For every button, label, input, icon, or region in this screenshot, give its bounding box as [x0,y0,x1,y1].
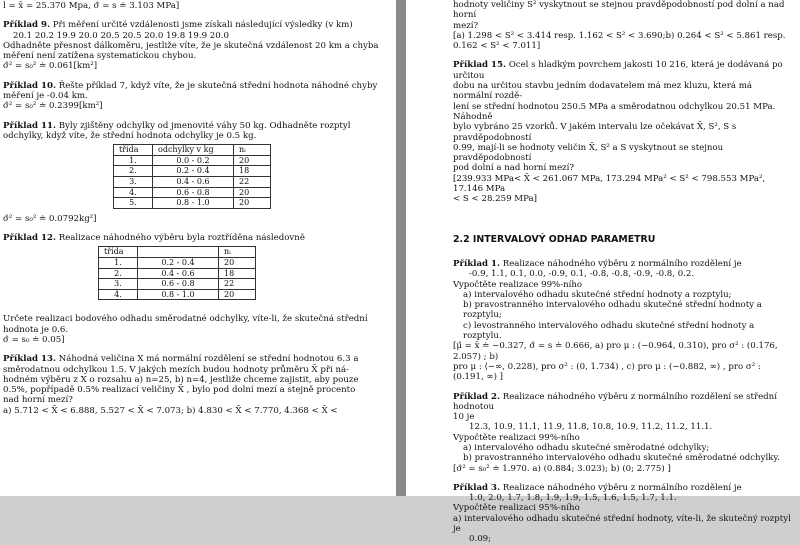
table-header: třída [114,145,153,156]
table-row [99,268,256,279]
exercise-15-line: lení se střední hodnotou 250.5 MPa a směrodatnou odchylkou 20.51 MPa. Náhodně [453,101,776,122]
problem-2-item: b) pravostranného intervalového odhadu skutečné směrodatné odchylky. [463,453,780,464]
table-cell: 20 [234,187,271,198]
exercise-10-text2: měření je -0.04 km. [3,91,88,102]
exercise-11-text2: odchylky, když víte, že střední hodnota odchylky je 0.5 kg. [3,130,257,141]
exercise-12-table [98,246,256,300]
table-row [114,177,271,188]
exercise-text: Realizace náhodného výběru z normálního rozdělení je [500,482,742,493]
problem-1-heading [453,259,792,269]
exercise-10-answer: σ̂² = s₀² ≐ 0.2399[km²] [3,101,103,112]
page-right [406,0,800,545]
exercise-text: Při měření určité vzdálenosti jsme získali následující výsledky (v km) [50,20,353,31]
problem-2-text2: 10 je [453,412,475,423]
table-header-row [99,247,256,258]
table-cell: 0.2 - 0.4 [153,166,234,177]
table-cell: 0.4 - 0.6 [138,268,219,279]
problem-3-lead: Vypočtěte realizaci 95%-níhо [453,503,580,514]
section-title: 2.2 INTERVALOVÝ ODHAD PARAMETRU [453,233,656,245]
exercise-15-line: 0.99, mají-li se hodnoty veličin X̄, S² a S vyskytnout se stejnou pravděpodobností [453,142,724,164]
table-cell: 0.6 - 0.8 [138,279,219,290]
exercise-text: Ocel s hladkým povrchem jakosti 10 216, která je dodávaná po určitou [453,60,783,81]
page-gutter [396,0,406,496]
table-cell: 0.8 - 1.0 [153,198,234,209]
exercise-11-table [113,144,271,209]
table-cell: 4. [99,289,138,300]
exercise-15-answer: < S < 28.259 MPa] [453,194,537,205]
problem-3-item: a) intervalového odhadu skutečné střední hodnoty, víte-li, že skutečný rozptyl je [453,513,791,535]
exercise-title: Příklad 13. [3,354,56,365]
table-header: odchylky v kg [153,145,234,156]
exercise-15-line: pod dolní a nad horní mezí? [453,163,575,174]
exercise-text: Byly zjištěny odchylky od jmenovité váhy 50 kg. Odhadněte rozptyl [56,120,351,131]
table-cell: 3. [99,279,138,290]
table-cell: 0.2 - 0.4 [138,258,219,269]
problem-3-item2: 0.09; [469,534,492,545]
table-cell: 2. [114,166,153,177]
table-cell: 2. [99,268,138,279]
problem-1-item: c) levostranného intervalového odhadu skutečné střední hodnoty a rozptylu. [463,320,755,342]
exercise-15-answer: [239.933 MPa< X̄ < 261.067 MPa, 173.294 MPa² < S² < 798.553 MPa², 17.146 MPa [453,173,766,195]
table-row [99,289,256,300]
table-row [114,155,271,166]
exercise-12-text2: Určete realizaci bodového odhadu směrodatné odchylky, víte-li, že skutečná střední [3,314,368,325]
continued-text: mezí? [453,20,479,31]
table-cell: 3. [114,177,153,188]
table-cell: 20 [219,289,256,300]
exercise-title: Příklad 15. [453,60,506,71]
exercise-text: Realizace náhodného výběru byla roztříděna následovně [56,233,305,244]
page-right-content [406,0,800,545]
page-left [0,0,396,496]
problem-1-data: -0.9, 1.1, 0.1, 0.0, -0.9, 0.1, -0.8, -0.8, -0.9, -0.8, 0.2. [469,269,695,280]
problem-3-heading [453,483,792,493]
problem-3-data: 1.0, 2.0, 1.7, 1.8, 1.9, 1.9, 1.5, 1.6, 1.5, 1.7, 1.1. [469,493,677,504]
exercise-12-text3: hodnota je 0.6. [3,324,69,335]
exercise-13-text5: nad horní mezí? [3,395,73,406]
table-cell: 1. [114,155,153,166]
exercise-15-line: dobu na určitou stavbu jedním dodavatelem má mez kluzu, která má normální rozdě- [453,81,752,102]
continued-text: hodnoty veličiny S² vyskytnout se stejnou pravděpodobností pod dolní a nad horní [453,0,785,21]
table-header: třída [99,247,138,258]
table-cell: 20 [234,198,271,209]
table-cell: 0.8 - 1.0 [138,289,219,300]
table-cell: 20 [234,155,271,166]
exercise-12-answer: σ̂ = s₀ ≐ 0.05] [3,334,65,345]
problem-2-heading [453,392,792,413]
exercise-15-line: bylo vybráno 25 vzorků. V jakém intervalu lze očekávat X̄, S², S s pravděpodobností [453,122,737,143]
exercise-title: Příklad 11. [3,120,56,131]
problem-1-answer: pro μ : ⟨−∞, 0.228), pro σ² : (0, 1.734) , c) pro μ : (−0.882, ∞) , pro σ² : (0.191, ∞) ] [453,361,761,383]
exercise-11-answer: σ̂² = s₀² ≐ 0.0792kg²] [3,213,97,224]
problem-2-answer: [σ̂² = s₀² ≐ 1.970. a) (0.884; 3.023); b) (0; 2.775) ] [453,463,671,474]
problem-1-lead: Vypočtěte realizace 99%-níhо [453,279,583,290]
exercise-9-text2: Odhadněte přesnost dálkoměru, jestliže víte, že je skutečná vzdálenost 20 km a chyba [3,40,379,51]
table-row [114,166,271,177]
table-row [99,279,256,290]
exercise-11-heading [3,121,392,131]
exercise-title: Příklad 12. [3,233,56,244]
exercise-9-answer: σ̂² = s₀² ≐ 0.061[km²] [3,61,98,72]
exercise-13-heading [3,354,392,364]
table-cell: 1. [99,258,138,269]
exercise-title: Příklad 2. [453,391,501,402]
table-cell: 0.4 - 0.6 [153,177,234,188]
exercise-10-heading [3,81,392,91]
exercise-9-data: 20.1 20.2 19.9 20.0 20.5 20.5 20.0 19.8 19.9 20.0 [13,30,229,41]
problem-2-item: a) intervalového odhadu skutečné směrodatné odchylky; [463,442,710,453]
table-cell: 0.0 - 0.2 [153,155,234,166]
exercise-text: Realizace náhodného výběru z normálního rozdělení je [500,258,742,269]
table-row [99,258,256,269]
table-cell: 20 [219,258,256,269]
table-cell: 0.6 - 0.8 [153,187,234,198]
table-cell: 22 [234,177,271,188]
exercise-title: Příklad 1. [453,258,501,269]
table-row [114,187,271,198]
exercise-text: Řešte příklad 7, když víte, že je skutečná střední hodnota náhodné chyby [56,80,378,91]
problem-2-lead: Vypočtěte realizaci 99%-níhо [453,432,580,443]
exercise-title: Příklad 9. [3,20,51,31]
table-cell: 4. [114,187,153,198]
continued-answer: [a) 1.298 < S² < 3.414 resp. 1.162 < S² < 3.690;b) 0.264 < S² < 5.861 resp. [453,30,786,41]
exercise-text: Realizace náhodného výběru z normálního rozdělení se střední hodnotou [453,391,777,412]
exercise-15-heading [453,60,792,81]
table-header: nᵢ [219,247,256,258]
problem-1-item: b) pravostranného intervalového odhadu skutečné střední hodnoty a rozptylu; [463,300,762,321]
table-header: nᵢ [234,145,271,156]
exercise-9-text3: měření není zatížena systematickou chybou. [3,51,197,62]
exercise-text: Náhodná veličina X má normální rozdělení se střední hodnotou 6.3 a [56,354,359,365]
exercise-13-answer: a) 5.712 < X̄ < 6.888, 5.527 < X̄ < 7.073; b) 4.830 < X̄ < 7.770, 4.368 < X̄ < [3,405,338,416]
table-header [138,247,219,258]
exercise-13-text2: směrodatnou odchylkou 1.5. V jakých mezích budou hodnoty průměru X̄ při ná- [3,364,350,375]
table-cell: 18 [234,166,271,177]
continued-answer: 0.162 < S² < 7.011] [453,41,541,52]
table-header-row [114,145,271,156]
problem-2-data: 12.3, 10.9, 11.1, 11.9, 11.8, 10.8, 10.9, 11.2, 11.2, 11.1. [469,422,713,433]
exercise-13-text4: 0.5%, popřípadě 0.5% realizací veličiny X̄ , bylo pod dolní mezí a stejně procento [3,385,356,396]
table-row [114,198,271,209]
exercise-12-heading [3,233,392,243]
problem-1-answer: [μ̂ = x̄ ≐ −0.327, σ̂ = s ≐ 0.666, a) pro μ : (−0.964, 0.310), pro σ² : (0.176, 2.057) ; b) [453,341,778,362]
answer-line: l = x̄ = 25.370 Mpa, σ̂ = s ≐ 3.103 MPa] [3,1,180,11]
page-left-content [0,0,396,416]
table-cell: 18 [219,268,256,279]
table-cell: 5. [114,198,153,209]
exercise-title: Příklad 3. [453,482,501,493]
table-cell: 22 [219,279,256,290]
problem-1-item: a) intervalového odhadu skutečné střední hodnoty a rozptylu; [463,289,732,300]
exercise-9-heading [3,20,392,30]
exercise-13-text3: hodném výběru z X o rozsahu a) n=25, b) n=4, jestliže chceme zajistit, aby pouze [3,374,359,385]
exercise-title: Příklad 10. [3,80,56,91]
